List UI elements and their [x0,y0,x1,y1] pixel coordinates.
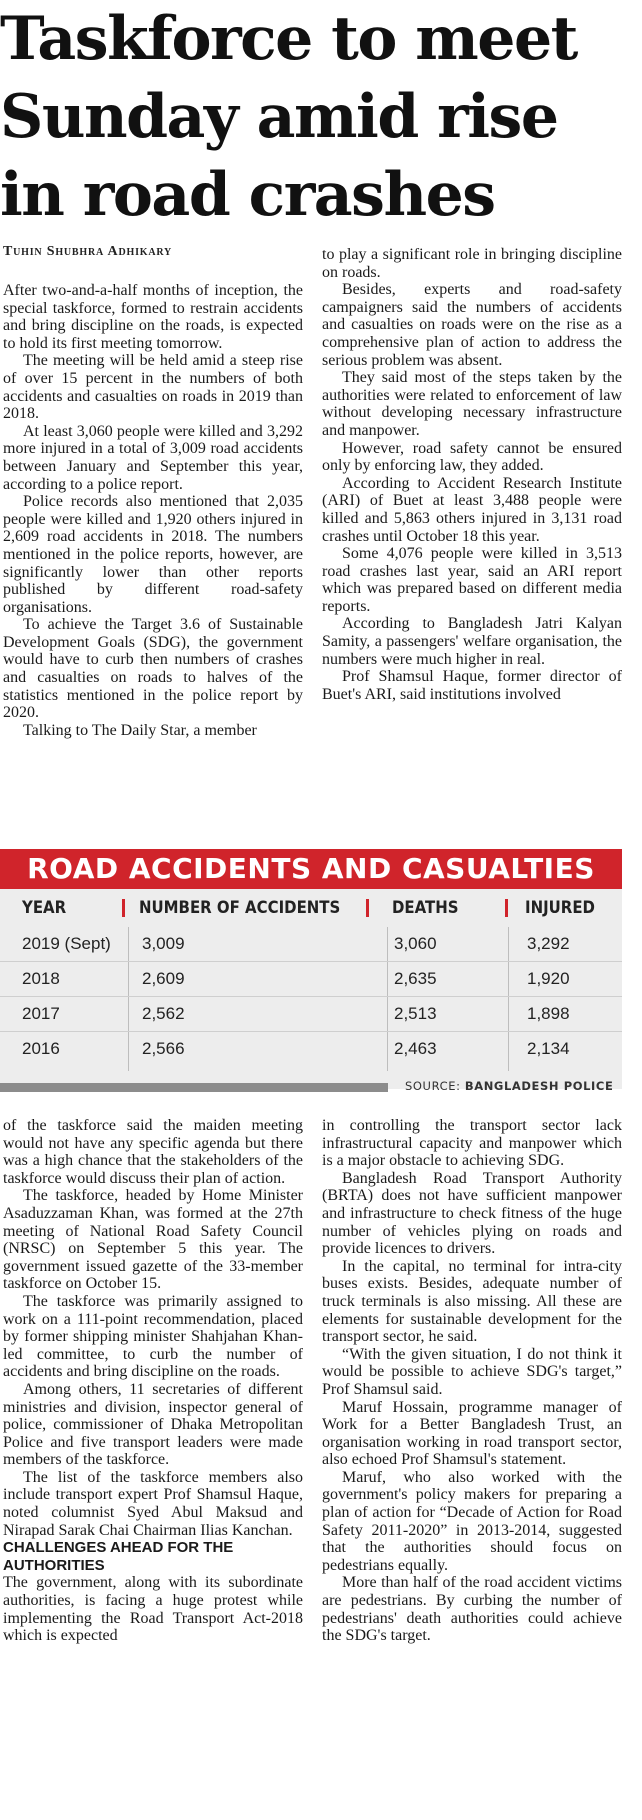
paragraph: The list of the taskforce members also include transport expert Prof Shamsul Haque, noted columnist Syed Abul Maksud and Nirapad Sarak Chai Chairman Ilias Kanchan. [3,1468,303,1539]
cell-injured: 3,292 [527,934,570,953]
article-column-4 [322,1117,622,1645]
headline-line: Taskforce to meet [0,4,577,74]
table-header-deaths: DEATHS [392,898,459,918]
table-row [0,996,622,1031]
cell-deaths: 2,513 [394,1004,437,1023]
table-row [0,961,622,996]
header-divider [366,899,369,917]
byline: Tuhin Shubhra Adhikary [3,244,173,259]
source-label: SOURCE: [405,1079,461,1093]
cell-accidents: 2,609 [142,969,185,988]
paragraph: In the capital, no terminal for intra-city buses exists. Besides, adequate number of truck terminals is also missing. All these are elements for sustainable development for the transport sector, he said. [322,1257,622,1346]
article-column-2 [322,246,622,703]
table-title: ROAD ACCIDENTS AND CASUALTIES [0,849,622,889]
headline-line: Sunday amid rise [0,82,558,152]
header-divider [505,899,508,917]
cell-injured: 1,920 [527,969,570,988]
cell-year: 2017 [22,1004,60,1023]
table-source [405,1079,613,1093]
paragraph: The government, along with its subordinate authorities, is facing a huge protest while implementing the Road Transport Act-2018 which is expected [3,1574,303,1645]
paragraph: Police records also mentioned that 2,035 people were killed and 1,920 others injured in 2,609 road accidents in 2018. The numbers mentioned in the police reports, however, are significantly lower than other reports published by different road-safety organisations. [3,493,303,616]
cell-accidents: 2,566 [142,1039,185,1058]
paragraph: According to Bangladesh Jatri Kalyan Samity, a passengers' welfare organisation, the numbers were much higher in real. [322,615,622,668]
paragraph: More than half of the road accident victims are pedestrians. By curbing the number of pedestrians' death authorities could achieve the SDG's target. [322,1574,622,1645]
cell-deaths: 2,635 [394,969,437,988]
table-row [0,927,622,961]
paragraph: Bangladesh Road Transport Authority (BRTA) does not have sufficient manpower and infrastructure to check fitness of the huge number of vehicles plying on roads and provide licences to drivers. [322,1169,622,1258]
paragraph: After two-and-a-half months of inception, the special taskforce, formed to restrain accidents and bring discipline on the roads, is expected to hold its first meeting tomorrow. [3,282,303,352]
paragraph: to play a significant role in bringing discipline on roads. [322,246,622,281]
table-body [0,927,622,1066]
paragraph: Prof Shamsul Haque, former director of Buet's ARI, said institutions involved [322,668,622,703]
article-column-1 [3,282,303,739]
cell-year: 2016 [22,1039,60,1058]
paragraph: Some 4,076 people were killed in 3,513 road crashes last year, said an ARI report which was prepared based on different media reports. [322,545,622,615]
cell-year: 2019 (Sept) [22,934,111,953]
paragraph: However, road safety cannot be ensured only by enforcing law, they added. [322,439,622,475]
paragraph: Maruf, who also worked with the government's policy makers for preparing a plan of action for “Decade of Action for Road Safety 2011-2020” in 2013-2014, suggested that the authorities should focus on pedestrians equally. [322,1468,622,1574]
table-header-year: YEAR [22,898,67,918]
cell-deaths: 2,463 [394,1039,437,1058]
paragraph: They said most of the steps taken by the authorities were related to enforcement of law without developing necessary infrastructure and manpower. [322,369,622,439]
cell-injured: 2,134 [527,1039,570,1058]
paragraph: At least 3,060 people were killed and 3,292 more injured in a total of 3,009 road accidents between January and September this year, according to a police report. [3,422,303,493]
paragraph: According to Accident Research Institute (ARI) of Buet at least 3,488 people were killed and 5,863 others injured in 3,131 road crashes until October 18 this year. [322,474,622,545]
paragraph: in controlling the transport sector lack infrastructural capacity and manpower which is a major obstacle to achieving SDG. [322,1117,622,1170]
cell-accidents: 3,009 [142,934,185,953]
subheading: CHALLENGES AHEAD FOR THE AUTHORITIES [3,1539,234,1574]
paragraph: “With the given situation, I do not think it would be possible to achieve SDG's target,” Prof Shamsul said. [322,1345,622,1398]
headline [0,0,642,234]
table-header-injured: INJURED [525,898,595,918]
paragraph: Maruf Hossain, programme manager of Work for a Better Bangladesh Trust, an organisation working in road transport sector, also echoed Prof Shamsul's statement. [322,1398,622,1469]
paragraph: Among others, 11 secretaries of different ministries and division, inspector general of police, commissioner of Dhaka Metropolitan Police and five transport leaders were made members of the taskforce. [3,1380,303,1469]
table-header-accidents: NUMBER OF ACCIDENTS [139,898,341,918]
paragraph: The taskforce, headed by Home Minister Asaduzzaman Khan, was formed at the 27th meeting of National Road Safety Council (NRSC) on September 5 this year. The government issued gazette of the 33-member taskforce on October 15. [3,1187,303,1293]
paragraph: Talking to The Daily Star, a member [23,721,257,739]
paragraph: Besides, experts and road-safety campaigners said the numbers of accidents and casualties on roads were on the rise as a comprehensive plan of action to address the serious problem was absent. [322,281,622,369]
source-rule [0,1083,388,1092]
paragraph: The taskforce was primarily assigned to work on a 111-point recommendation, placed by former shipping minister Shahjahan Khan-led committee, to curb the number of accidents and bring discipline on the roads. [3,1292,303,1381]
paragraph: of the taskforce said the maiden meeting would not have any specific agenda but there was a high chance that the stakeholders of the taskforce would discuss their plan of action. [3,1117,303,1187]
table-row [0,1031,622,1066]
headline-line: in road crashes [0,160,495,230]
cell-accidents: 2,562 [142,1004,185,1023]
cell-year: 2018 [22,969,60,988]
header-divider [122,899,125,917]
paragraph: To achieve the Target 3.6 of Sustainable Development Goals (SDG), the government would have to curb then numbers of crashes and casualties on roads to halves of the statistics mentioned in the police report by 2020. [3,616,303,722]
cell-deaths: 3,060 [394,934,437,953]
source-name: BANGLADESH POLICE [464,1079,614,1093]
cell-injured: 1,898 [527,1004,570,1023]
article-column-3 [3,1117,303,1645]
paragraph: The meeting will be held amid a steep rise of over 15 percent in the numbers of both accidents and casualties on roads in 2019 than 2018. [3,352,303,423]
